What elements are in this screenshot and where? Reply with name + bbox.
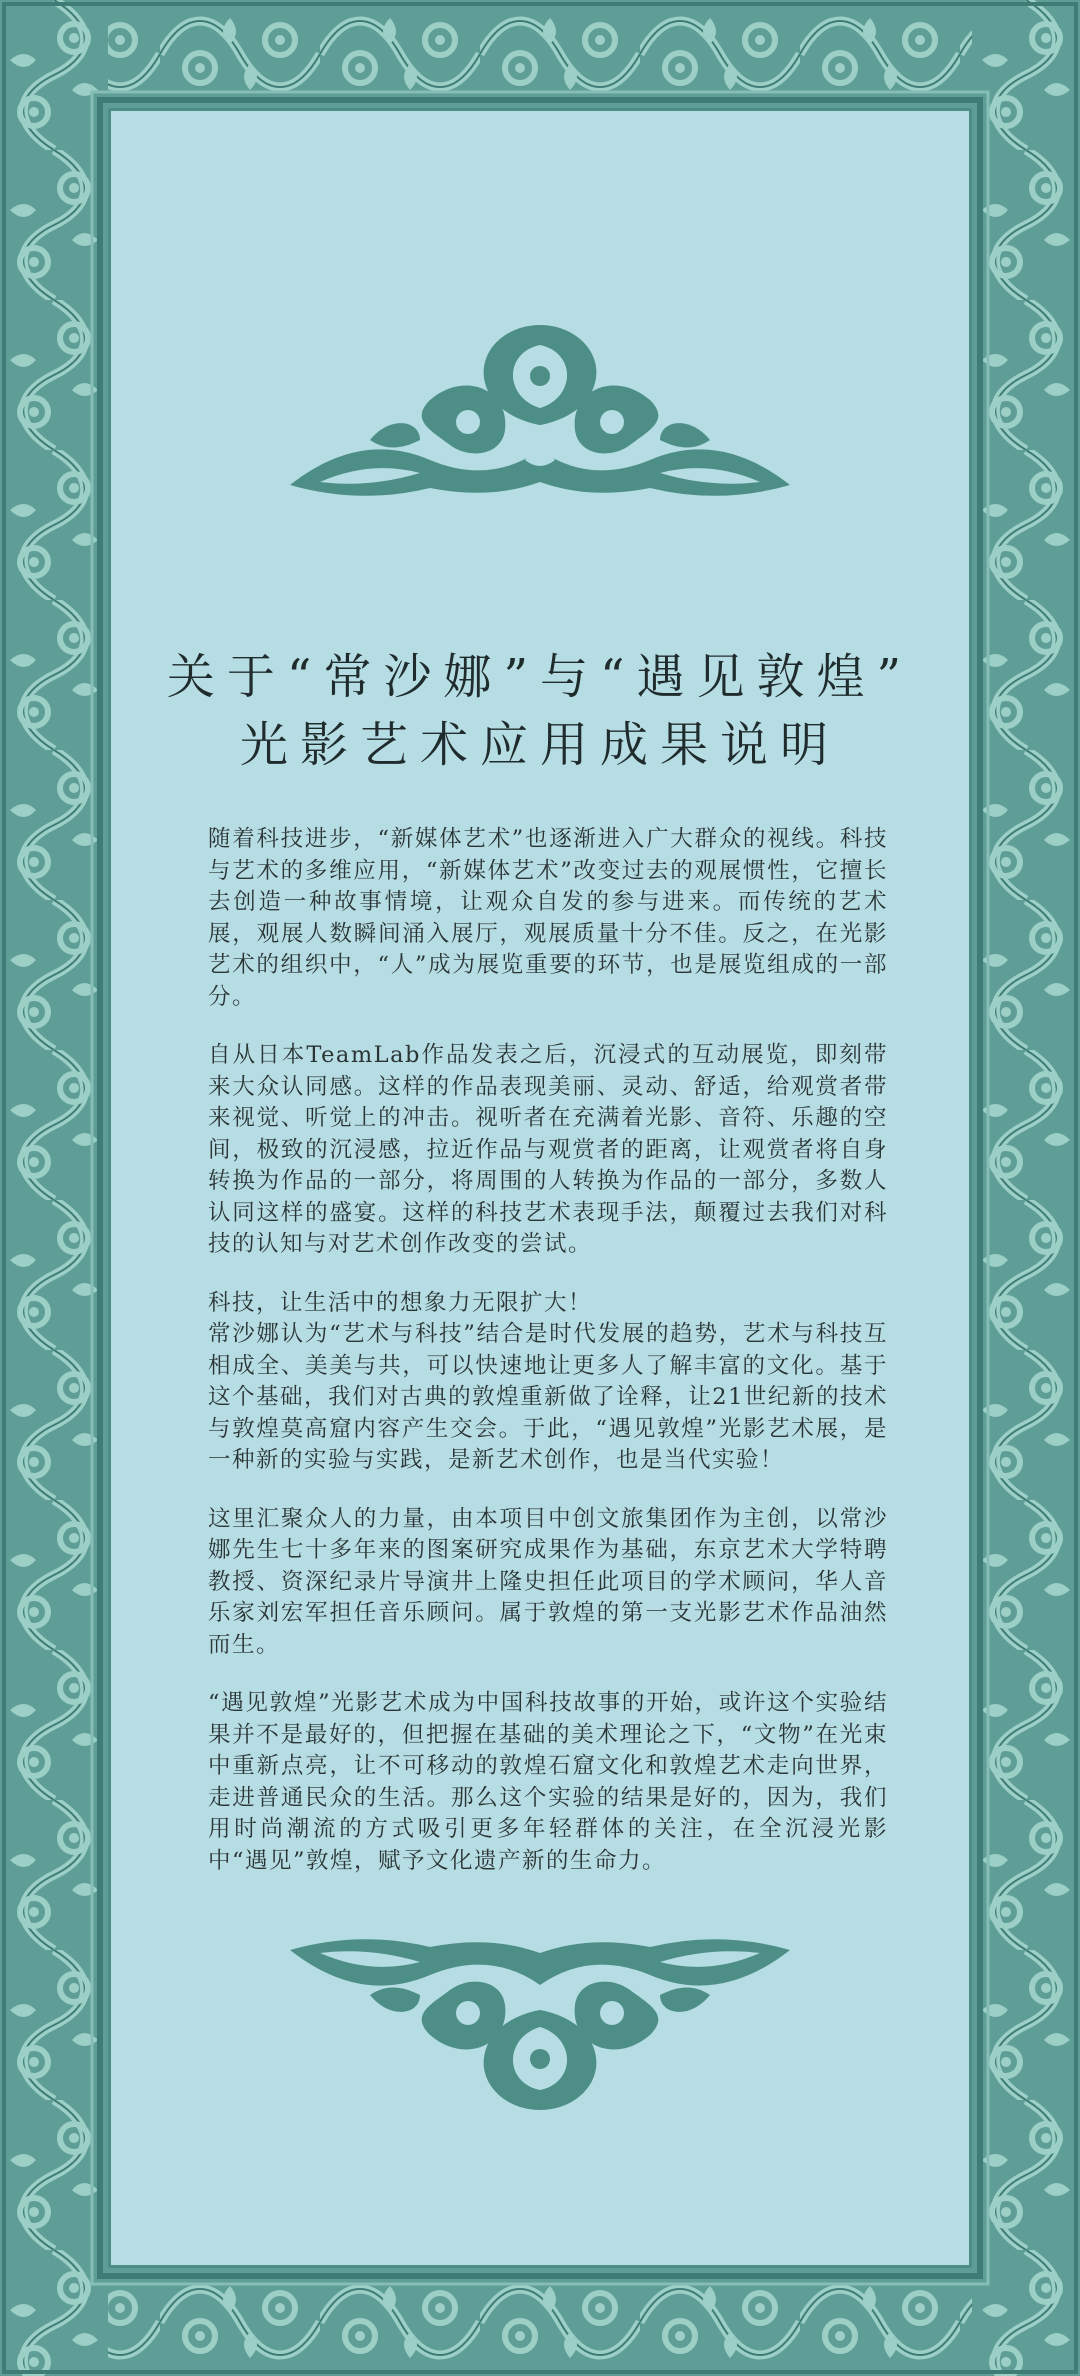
title-line-1: 关于“常沙娜”与“遇见敦煌”: [166, 649, 914, 705]
paragraph-3: 科技，让生活中的想象力无限扩大！ 常沙娜认为“艺术与科技”结合是时代发展的趋势，艺术与科技互相成全、美美与共，可以快速地让更多人了解丰富的文化。基于这个基础，我们对古典的敦煌重新做了诠释，让21世纪新的技术与敦煌莫高窟内容产生交会。于此，“遇见敦煌”光影艺术展，是一种新的实验与实践，是新艺术创作，也是当代实验！: [208, 1289, 888, 1473]
body-text: [208, 824, 888, 1904]
floral-ornament-top: [280, 310, 800, 510]
floral-ornament-bottom: [280, 1925, 800, 2125]
paragraph-4: 这里汇聚众人的力量，由本项目中创文旅集团作为主创，以常沙娜先生七十多年来的图案研究成果作为基础，东京艺术大学特聘教授、资深纪录片导演井上隆史担任此项目的学术顾问，华人音乐家刘宏军担任音乐顾问。属于敦煌的第一支光影艺术作品油然而生。: [208, 1505, 888, 1658]
paragraph-5: “遇见敦煌”光影艺术成为中国科技故事的开始，或许这个实验结果并不是最好的，但把握在基础的美术理论之下，“文物”在光束中重新点亮，让不可移动的敦煌石窟文化和敦煌艺术走向世界，走进普通民众的生活。那么这个实验的结果是好的，因为，我们用时尚潮流的方式吸引更多年轻群体的关注，在全沉浸光影中“遇见”敦煌，赋予文化遗产新的生命力。: [208, 1690, 888, 1874]
title-line-2: 光影艺术应用成果说明: [239, 717, 840, 773]
paragraph-2: 自从日本TeamLab作品发表之后，沉浸式的互动展览，即刻带来大众认同感。这样的作品表现美丽、灵动、舒适，给观赏者带来视觉、听觉上的冲击。视听者在充满着光影、音符、乐趣的空间，极致的沉浸感，拉近作品与观赏者的距离，让观赏者将自身转换为作品的一部分，将周围的人转换为作品的一部分，多数人认同这样的盛宴。这样的科技艺术表现手法，颠覆过去我们对科技的认知与对艺术创作改变的尝试。: [208, 1042, 888, 1257]
paragraph-1: 随着科技进步，“新媒体艺术”也逐渐进入广大群众的视线。科技与艺术的多维应用，“新媒体艺术”改变过去的观展惯性，它擅长去创造一种故事情境，让观众自发的参与进来。而传统的艺术展，观展人数瞬间涌入展厅，观展质量十分不佳。反之，在光影艺术的组织中，“人”成为展览重要的环节，也是展览组成的一部分。: [208, 826, 888, 1010]
